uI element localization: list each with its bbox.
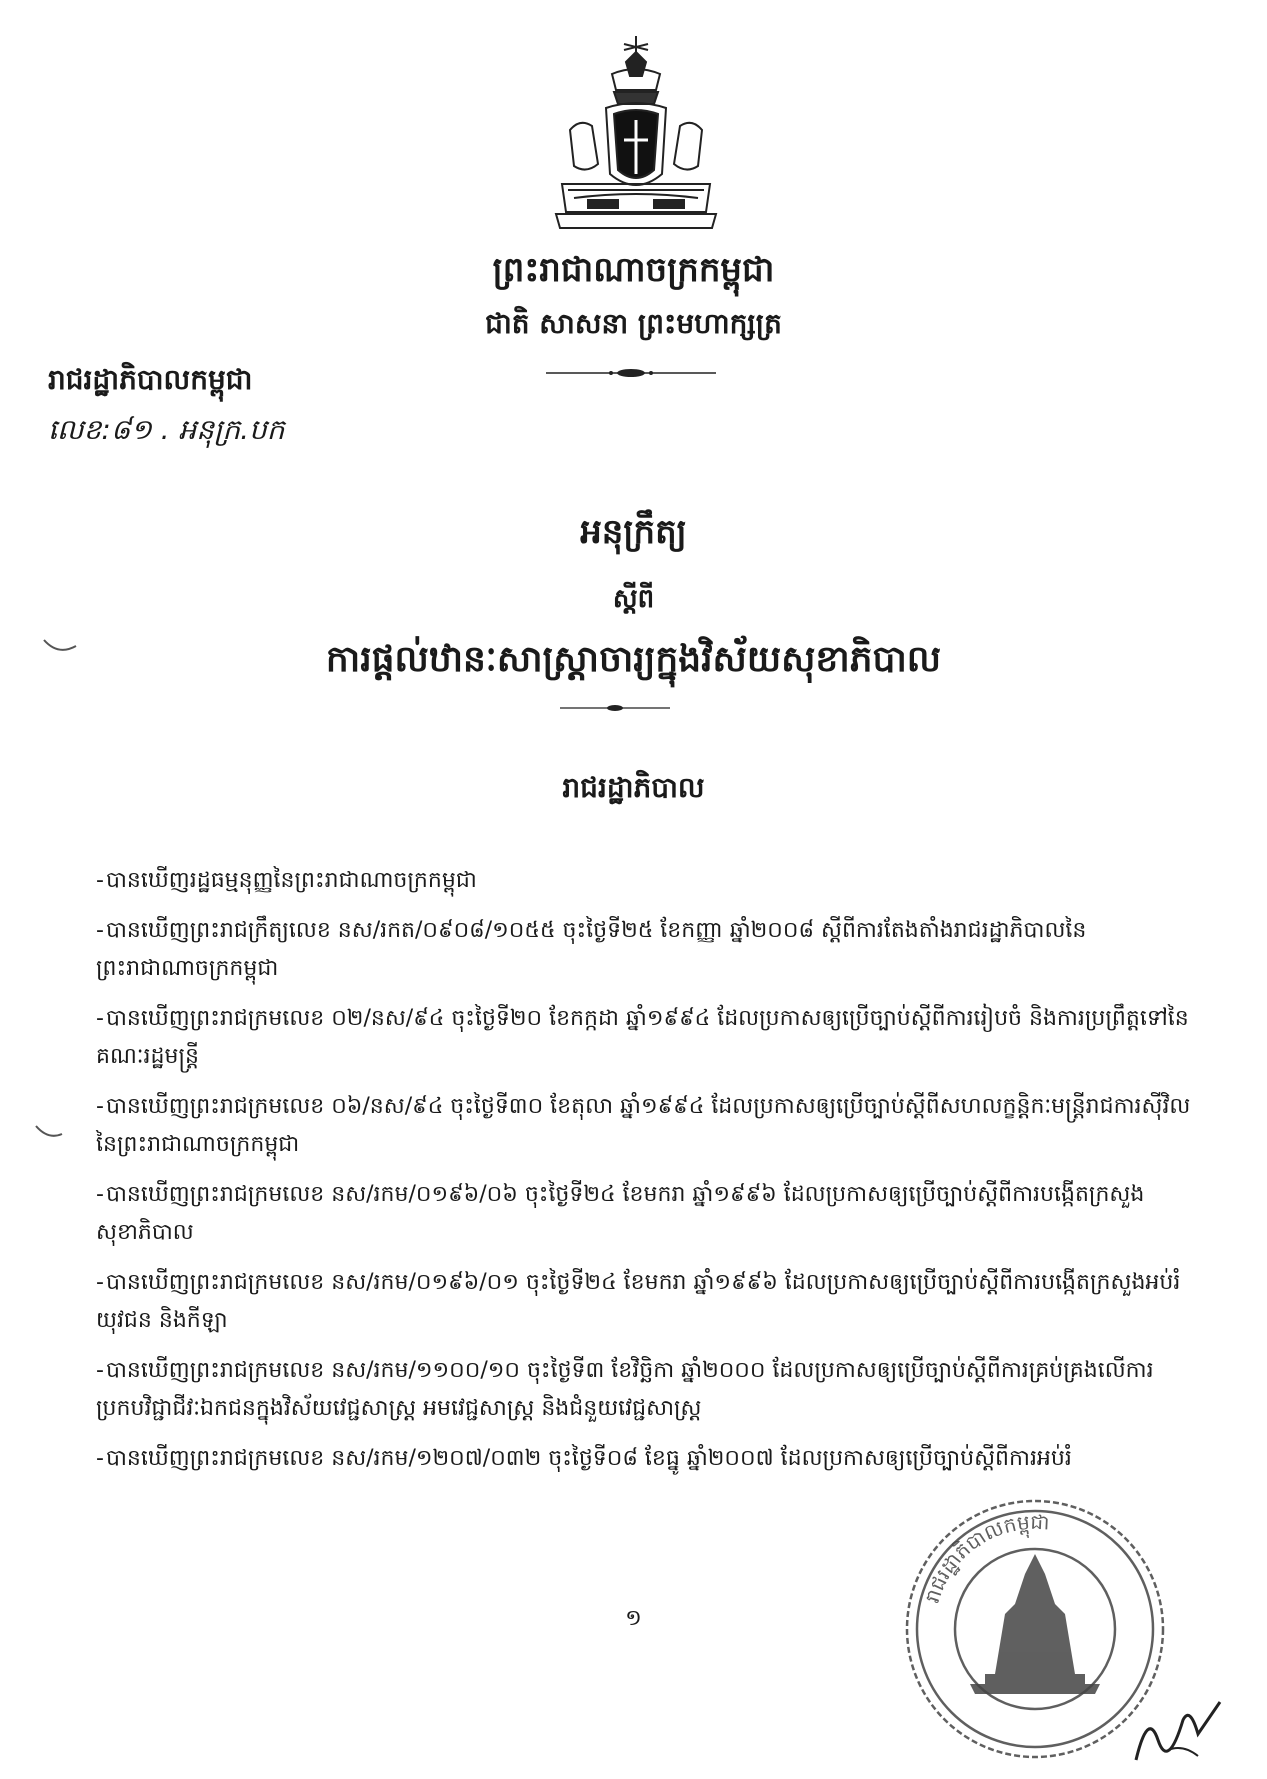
issuer-name: រាជរដ្ឋាភិបាលកម្ពុជា [48, 363, 253, 396]
consideration-text: បានឃើញព្រះរាជក្រមលេខ នស/រកម/០១៩៦/០៦ ចុះថ្ងៃទី២៤ ខែមករា ឆ្នាំ១៩៩៦ ដែលប្រកាសឲ្យប្រើច្បាប់ស្តីពីការបង្កើតក្រសួងសុខាភិបាល [96, 1182, 1145, 1245]
seal-text: រាជរដ្ឋាភិបាលកម្ពុជា [919, 1509, 1051, 1606]
signature-icon [1128, 1700, 1228, 1770]
list-item: -បានឃើញព្រះរាជក្រមលេខ ០៦/នស/៩៤ ចុះថ្ងៃទី៣០ ខែតុលា ឆ្នាំ១៩៩៤ ដែលប្រកាសឲ្យប្រើច្បាប់ស្តីពីសហលក្ខន្តិកៈមន្ត្រីរាជការស៊ីវិលនៃព្រះរាជាណាចក្រកម្ពុជា [96, 1094, 1191, 1157]
list-item: -បានឃើញព្រះរាជក្រមលេខ នស/រកម/១១០០/១០ ចុះថ្ងៃទី៣ ខែវិច្ឆិកា ឆ្នាំ២០០០ ដែលប្រកាសឲ្យប្រើច្បាប់ស្តីពីការគ្រប់គ្រងលើការប្រកបវិជ្ជាជីវៈឯកជនក្នុងវិស័យវេជ្ជសាស្ត្រ អមវេជ្ជសាស្ត្រ និងជំនួយវេជ្ជសាស្ត្រ [96, 1358, 1154, 1421]
scan-artifact-icon [42, 636, 78, 656]
royal-coat-of-arms-icon [552, 34, 720, 232]
list-item: -បានឃើញព្រះរាជក្រមលេខ នស/រកម/០១៩៦/០១ ចុះថ្ងៃទី២៤ ខែមករា ឆ្នាំ១៩៩៦ ដែលប្រកាសឲ្យប្រើច្បាប់ស្តីពីការបង្កើតក្រសួងអប់រំ យុវជន និងកីឡា [96, 1270, 1181, 1333]
consideration-text: បានឃើញព្រះរាជក្រមលេខ នស/រកម/១២០៧/០៣២ ចុះថ្ងៃទី០៨ ខែធ្នូ ឆ្នាំ២០០៧ ដែលប្រកាសឲ្យប្រើច្បាប់ស្តីពីការអប់រំ [105, 1446, 1072, 1471]
list-item: -បានឃើញព្រះរាជក្រឹត្យលេខ នស/រកត/០៩០៨/១០៥៥ ចុះថ្ងៃទី២៥ ខែកញ្ញា ឆ្នាំ២០០៨ ស្តីពីការតែងតាំងរាជរដ្ឋាភិបាលនៃព្រះរាជាណាចក្រកម្ពុជា [96, 918, 1087, 981]
consideration-text: បានឃើញព្រះរាជក្រឹត្យលេខ នស/រកត/០៩០៨/១០៥៥ ចុះថ្ងៃទី២៥ ខែកញ្ញា ឆ្នាំ២០០៨ ស្តីពីការតែងតាំងរាជរដ្ឋាភិបាលនៃព្រះរាជាណាចក្រកម្ពុជា [96, 918, 1087, 981]
kingdom-heading: ព្រះរាជាណាចក្រកម្ពុជា [492, 250, 775, 290]
ornament-divider-icon [560, 702, 670, 714]
document-title: ការផ្តល់ឋានៈសាស្ត្រាចារ្យក្នុងវិស័យសុខាភិបាល [325, 639, 942, 680]
list-item: -បានឃើញព្រះរាជក្រមលេខ នស/រកម/០១៩៦/០៦ ចុះថ្ងៃទី២៤ ខែមករា ឆ្នាំ១៩៩៦ ដែលប្រកាសឲ្យប្រើច្បាប់ស្តីពីការបង្កើតក្រសួងសុខាភិបាល [96, 1182, 1145, 1245]
scan-artifact-icon [34, 1122, 64, 1142]
concerning-label: ស្តីពី [612, 584, 655, 614]
consideration-text: បានឃើញព្រះរាជក្រមលេខ ០២/នស/៩៤ ចុះថ្ងៃទី២០ ខែកក្កដា ឆ្នាំ១៩៩៤ ដែលប្រកាសឲ្យប្រើច្បាប់ស្តីពីការរៀបចំ និងការប្រព្រឹត្តទៅនៃគណៈរដ្ឋមន្ត្រី [96, 1006, 1189, 1069]
ornament-divider-icon [546, 366, 716, 380]
considerations-list [96, 862, 1196, 1490]
document-number: លេខ:៨១ . អនុក្រ.បក [48, 413, 285, 446]
consideration-text: បានឃើញរដ្ឋធម្មនុញ្ញនៃព្រះរាជាណាចក្រកម្ពុជា [105, 868, 477, 893]
document-type: អនុក្រឹត្យ [580, 512, 687, 552]
consideration-text: បានឃើញព្រះរាជក្រមលេខ នស/រកម/០១៩៦/០១ ចុះថ្ងៃទី២៤ ខែមករា ឆ្នាំ១៩៩៦ ដែលប្រកាសឲ្យប្រើច្បាប់ស្តីពីការបង្កើតក្រសួងអប់រំ យុវជន និងកីឡា [96, 1270, 1181, 1333]
list-item: -បានឃើញរដ្ឋធម្មនុញ្ញនៃព្រះរាជាណាចក្រកម្ពុជា [96, 868, 477, 893]
national-motto: ជាតិ សាសនា ព្រះមហាក្សត្រ [485, 307, 782, 340]
consideration-text: បានឃើញព្រះរាជក្រមលេខ ០៦/នស/៩៤ ចុះថ្ងៃទី៣០ ខែតុលា ឆ្នាំ១៩៩៤ ដែលប្រកាសឲ្យប្រើច្បាប់ស្តីពីសហលក្ខន្តិកៈមន្ត្រីរាជការស៊ីវិលនៃព្រះរាជាណាចក្រកម្ពុជា [96, 1094, 1191, 1157]
body-heading: រាជរដ្ឋាភិបាល [562, 771, 705, 804]
list-item: -បានឃើញព្រះរាជក្រមលេខ នស/រកម/១២០៧/០៣២ ចុះថ្ងៃទី០៨ ខែធ្នូ ឆ្នាំ២០០៧ ដែលប្រកាសឲ្យប្រើច្បាប់ស្តីពីការអប់រំ [96, 1446, 1072, 1471]
page-number: ១ [625, 1606, 642, 1631]
consideration-text: បានឃើញព្រះរាជក្រមលេខ នស/រកម/១១០០/១០ ចុះថ្ងៃទី៣ ខែវិច្ឆិកា ឆ្នាំ២០០០ ដែលប្រកាសឲ្យប្រើច្បាប់ស្តីពីការគ្រប់គ្រងលើការប្រកបវិជ្ជាជីវៈឯកជនក្នុងវិស័យវេជ្ជសាស្ត្រ អមវេជ្ជសាស្ត្រ និងជំនួយវេជ្ជសាស្ត្រ [96, 1358, 1154, 1421]
list-item: -បានឃើញព្រះរាជក្រមលេខ ០២/នស/៩៤ ចុះថ្ងៃទី២០ ខែកក្កដា ឆ្នាំ១៩៩៤ ដែលប្រកាសឲ្យប្រើច្បាប់ស្តីពីការរៀបចំ និងការប្រព្រឹត្តទៅនៃគណៈរដ្ឋមន្ត្រី [96, 1006, 1189, 1069]
